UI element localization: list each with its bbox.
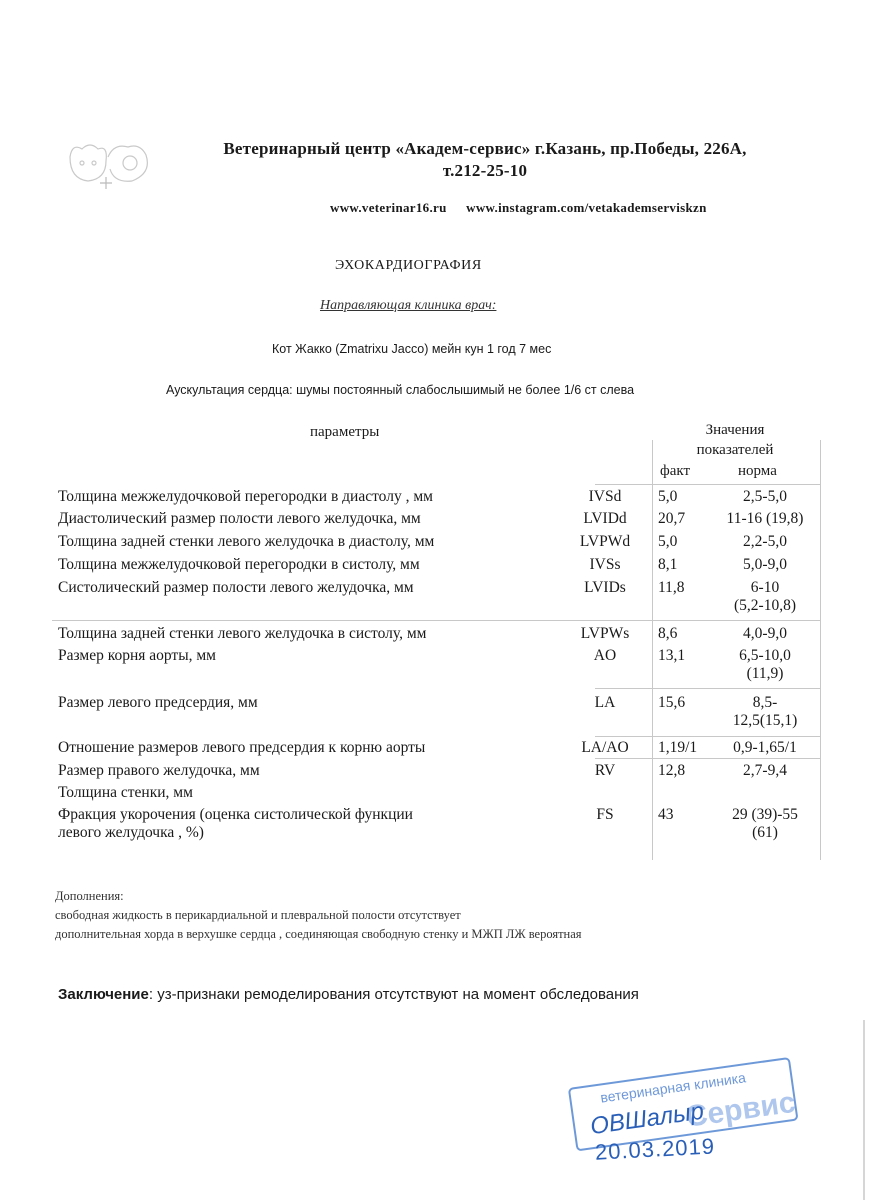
scan-edge (858, 1020, 872, 1200)
param-fact: 12,8 (658, 762, 686, 779)
param-name: Толщина задней стенки левого желудочка в систолу, мм (58, 625, 427, 642)
svg-text:ОВШалыр: ОВШалыр (588, 1097, 706, 1141)
param-name: Толщина стенки, мм (58, 784, 193, 801)
param-fact: 20,7 (658, 510, 686, 527)
param-abbr: LVPWd (579, 533, 631, 550)
param-abbr: RV (594, 762, 616, 779)
param-abbr: LVIDs (584, 579, 626, 596)
param-norm (706, 806, 824, 842)
svg-text:ветеринарная клиника: ветеринарная клиника (599, 1069, 747, 1106)
referring-clinic-label: Направляющая клиника врач: (320, 298, 497, 313)
clinic-stamp (565, 1055, 805, 1165)
table-divider (52, 620, 820, 621)
param-norm: 2,5-5,0 (743, 488, 787, 505)
column-header-values-line2: показателей (696, 442, 774, 458)
param-name: Размер левого предсердия, мм (58, 694, 258, 711)
param-name: Размер правого желудочка, мм (58, 762, 260, 779)
param-abbr: LVIDd (583, 510, 627, 527)
column-header-norm: норма (738, 463, 777, 479)
param-fact: 13,1 (658, 647, 686, 664)
column-header-fact: факт (660, 463, 691, 479)
param-name: Толщина межжелудочковой перегородки в систолу, мм (58, 556, 420, 573)
param-name: Размер корня аорты, мм (58, 647, 216, 664)
conclusion-text: : уз-признаки ремоделирования отсутствуют на момент обследования (148, 986, 639, 1003)
param-norm (706, 579, 824, 615)
param-norm: 2,7-9,4 (743, 762, 787, 779)
param-abbr: AO (593, 647, 617, 664)
document-title: ЭХОКАРДИОГРАФИЯ (335, 258, 482, 273)
clinic-name-line: Ветеринарный центр «Академ-сервис» г.Казань, пр.Победы, 226А, (223, 139, 747, 158)
param-norm: 0,9-1,65/1 (733, 739, 797, 756)
svg-text:20.03.2019: 20.03.2019 (594, 1133, 716, 1165)
clinic-logo (62, 135, 162, 195)
param-norm (706, 647, 824, 683)
table-divider (595, 688, 820, 689)
table-divider (652, 440, 653, 860)
param-norm-line1: 6,5-10,0 (739, 647, 791, 664)
param-name: Систолический размер полости левого желудочка, мм (58, 579, 414, 596)
table-divider (595, 758, 820, 759)
param-norm: 4,0-9,0 (743, 625, 787, 642)
param-norm-line2: (11,9) (746, 665, 784, 682)
conclusion (58, 986, 639, 1003)
param-name-line2: левого желудочка , %) (58, 824, 204, 841)
param-fact: 15,6 (658, 694, 686, 711)
param-norm-line2: 12,5(15,1) (732, 712, 798, 729)
website-link[interactable]: www.veterinar16.ru (330, 200, 447, 215)
auscultation-note: Аускультация сердца: шумы постоянный слабослышимый не более 1/6 ст слева (166, 383, 635, 397)
param-norm: 5,0-9,0 (743, 556, 787, 573)
column-header-values (650, 420, 820, 460)
param-name: Толщина межжелудочковой перегородки в диастолу , мм (58, 488, 433, 505)
param-norm-line1: 8,5- (752, 694, 778, 711)
param-name: Диастолический размер полости левого желудочка, мм (58, 510, 421, 527)
param-fact: 5,0 (658, 533, 678, 550)
column-header-params: параметры (310, 424, 380, 440)
param-fact: 5,0 (658, 488, 678, 505)
conclusion-label: Заключение (58, 986, 149, 1003)
notes-line: дополнительная хорда в верхушке сердца , соединяющая свободную стенку и МЖП ЛЖ вероятная (55, 927, 582, 941)
clinic-header (180, 138, 790, 182)
param-fact: 8,1 (658, 556, 678, 573)
clinic-phone-line: т.212-25-10 (442, 161, 528, 180)
table-divider (595, 736, 820, 737)
param-fact: 43 (658, 806, 674, 823)
param-norm: 11-16 (19,8) (726, 510, 804, 527)
param-fact: 1,19/1 (658, 739, 698, 756)
param-name-line1: Фракция укорочения (оценка систолической функции (58, 806, 413, 823)
param-abbr: LA/AO (581, 739, 629, 756)
param-abbr: LA (594, 694, 616, 711)
instagram-link[interactable]: www.instagram.com/vetakademserviskzn (466, 200, 707, 215)
param-norm: 2,2-5,0 (743, 533, 787, 550)
param-norm-line2: (61) (752, 824, 778, 841)
svg-text:Сервис: Сервис (683, 1085, 798, 1134)
notes-section (55, 887, 582, 944)
param-name (58, 806, 578, 842)
patient-info: Кот Жакко (Zmatrixu Jacco) мейн кун 1 год 7 мес (272, 342, 552, 356)
param-norm-line1: 29 (39)-55 (732, 806, 798, 823)
param-norm-line2: (5,2-10,8) (734, 597, 796, 614)
param-fact: 11,8 (658, 579, 685, 596)
param-name: Толщина задней стенки левого желудочка в диастолу, мм (58, 533, 435, 550)
param-norm (706, 694, 824, 730)
notes-label: Дополнения: (55, 889, 124, 903)
param-fact: 8,6 (658, 625, 678, 642)
clinic-links (330, 200, 707, 216)
param-norm-line1: 6-10 (750, 579, 780, 596)
param-abbr: IVSd (588, 488, 622, 505)
table-divider (595, 484, 820, 485)
param-name: Отношение размеров левого предсердия к корню аорты (58, 739, 426, 756)
param-abbr: LVPWs (580, 625, 630, 642)
param-abbr: IVSs (589, 556, 621, 573)
notes-line: свободная жидкость в перикардиальной и плевральной полости отсутствует (55, 908, 461, 922)
param-abbr: FS (596, 806, 614, 823)
column-header-values-line1: Значения (705, 422, 765, 438)
